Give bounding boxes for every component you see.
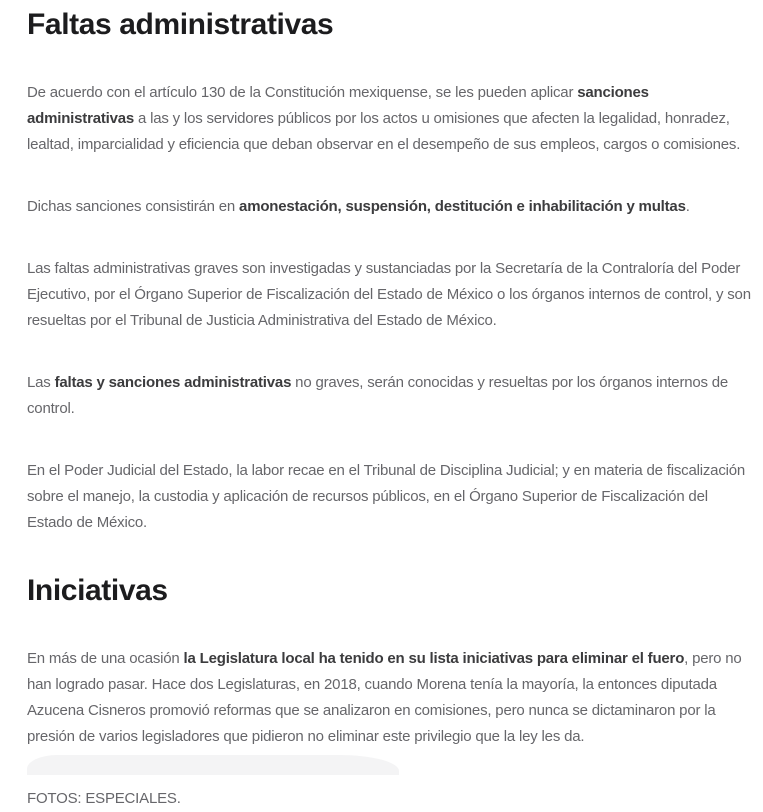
photo-placeholder-top-edge (27, 755, 399, 775)
text-run: Las (27, 374, 55, 391)
text-run: En el Poder Judicial del Estado, la labor recae en el Tribunal de Disciplina Judicial; y en materia de fiscalización sobre el manejo, la custodia y aplicación de recursos públicos, en el Órgano Superior de Fiscalización del Estado de México. (27, 462, 746, 531)
section-heading-faltas-administrativas: Faltas administrativas (27, 8, 334, 41)
text-run: , pero no han logrado pasar. Hace dos Legislaturas, en 2018, cuando Morena tenía la mayoría, la entonces diputada Azucena Cisneros promovió reformas que se analizaron en comisiones, pero nunca se dictaminaron por la presión de varios legisladores que pidieron no eliminar este privilegio que la ley les da. (27, 650, 742, 745)
text-run: De acuerdo con el artículo 130 de la Constitución mexiquense, se les pueden aplicar (27, 84, 578, 101)
text-run: . (685, 198, 690, 215)
text-run: En más de una ocasión (27, 650, 184, 667)
paragraph-iniciativas-fuero (27, 646, 755, 750)
photo-credit: FOTOS: ESPECIALES. (27, 790, 181, 807)
text-run: a las y los servidores públicos por los actos u omisiones que afecten la legalidad, honradez, lealtad, imparcialidad y eficiencia que deban observar en el desempeño de sus empleos, cargos o comisiones. (27, 110, 741, 153)
bold-text: sanciones administrativas (27, 84, 649, 127)
bold-text: la Legislatura local ha tenido en su lista iniciativas para eliminar el fuero (183, 650, 685, 667)
text-run: no graves, serán conocidas y resueltas por los órganos internos de control. (27, 374, 729, 417)
paragraph-faltas-graves (27, 256, 755, 334)
paragraph-poder-judicial (27, 458, 755, 536)
paragraph-faltas-no-graves (27, 370, 755, 422)
paragraph-sanciones (27, 80, 755, 158)
section-heading-iniciativas: Iniciativas (27, 574, 168, 607)
bold-text: amonestación, suspensión, destitución e inhabilitación y multas (239, 198, 686, 215)
bold-text: faltas y sanciones administrativas (54, 374, 292, 391)
paragraph-tipos-sanciones (27, 194, 755, 220)
text-run: Las faltas administrativas graves son investigadas y sustanciadas por la Secretaría de la Contraloría del Poder Ejecutivo, por el Órgano Superior de Fiscalización del Estado de México o los órganos internos de control, y son resueltas por el Tribunal de Justicia Administrativa del Estado de México. (27, 260, 751, 329)
text-run: Dichas sanciones consistirán en (27, 198, 240, 215)
